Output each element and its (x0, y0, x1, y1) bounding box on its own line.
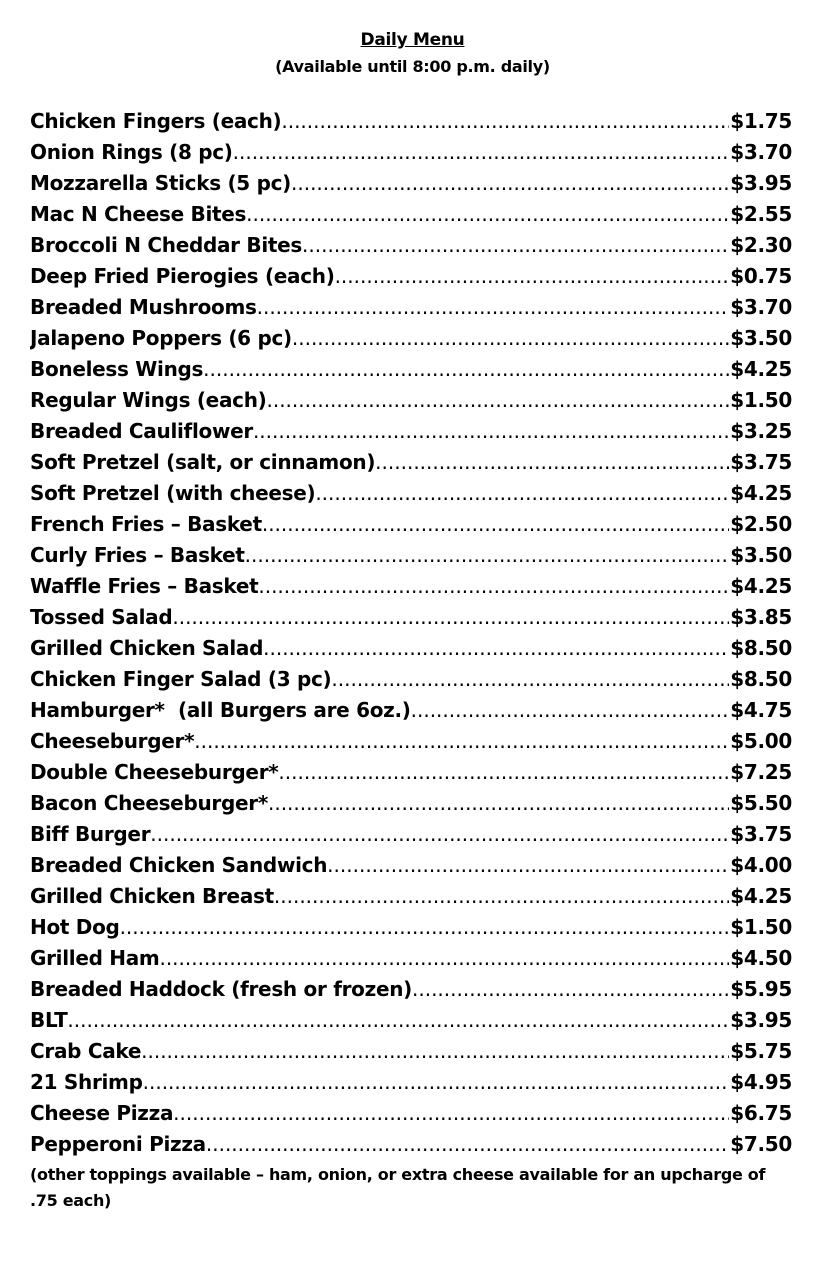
menu-item (30, 974, 792, 1005)
item-name: Chicken Finger Salad (3 pc) (30, 667, 332, 691)
menu-item (30, 850, 792, 881)
menu-item (30, 726, 792, 757)
dot-leader (278, 757, 729, 788)
dot-leader (141, 1036, 729, 1067)
item-price: $3.95 (730, 171, 792, 195)
dot-leader (194, 726, 729, 757)
menu-item (30, 509, 792, 540)
dot-leader (281, 106, 729, 137)
item-price: $5.95 (730, 977, 792, 1001)
menu-item (30, 819, 792, 850)
menu-list (30, 106, 792, 1160)
item-price: $3.75 (730, 822, 792, 846)
item-price: $4.95 (730, 1070, 792, 1094)
item-price: $2.50 (730, 512, 792, 536)
item-name: 21 Shrimp (30, 1070, 143, 1094)
menu-item (30, 261, 792, 292)
dot-leader (173, 1098, 729, 1129)
item-name: Cheese Pizza (30, 1101, 174, 1125)
dot-leader (172, 602, 729, 633)
item-price: $1.75 (730, 109, 792, 133)
item-name: Crab Cake (30, 1039, 142, 1063)
menu-item (30, 788, 792, 819)
menu-item (30, 354, 792, 385)
menu-item (30, 385, 792, 416)
item-price: $3.50 (730, 326, 792, 350)
item-price: $4.25 (730, 357, 792, 381)
dot-leader (375, 447, 729, 478)
item-name: Onion Rings (8 pc) (30, 140, 233, 164)
item-price: $3.95 (730, 1008, 792, 1032)
dot-leader (253, 416, 729, 447)
dot-leader (120, 912, 730, 943)
item-name: Breaded Haddock (fresh or frozen) (30, 977, 412, 1001)
item-name: Grilled Chicken Breast (30, 884, 274, 908)
menu-item (30, 416, 792, 447)
dot-leader (150, 819, 729, 850)
dot-leader (67, 1005, 729, 1036)
menu-item (30, 447, 792, 478)
menu-item (30, 106, 792, 137)
dot-leader (411, 695, 730, 726)
item-price: $3.25 (730, 419, 792, 443)
menu-item (30, 664, 792, 695)
dot-leader (159, 943, 729, 974)
item-price: $2.30 (730, 233, 792, 257)
item-name: Chicken Fingers (each) (30, 109, 282, 133)
item-name: BLT (30, 1008, 68, 1032)
menu-item (30, 137, 792, 168)
dot-leader (327, 850, 729, 881)
item-price: $5.75 (730, 1039, 792, 1063)
menu-item (30, 757, 792, 788)
item-price: $0.75 (730, 264, 792, 288)
toppings-footnote: (other toppings available – ham, onion, or extra cheese available for an upcharge of .75 each) (30, 1165, 766, 1210)
menu-item (30, 230, 792, 261)
item-name: Soft Pretzel (salt, or cinnamon) (30, 450, 376, 474)
item-price: $8.50 (730, 636, 792, 660)
dot-leader (206, 1129, 729, 1160)
dot-leader (302, 230, 729, 261)
menu-item (30, 1005, 792, 1036)
item-name: Pepperoni Pizza (30, 1132, 206, 1156)
item-name: Soft Pretzel (with cheese) (30, 481, 316, 505)
item-name: Tossed Salad (30, 605, 173, 629)
menu-item (30, 323, 792, 354)
item-name: Grilled Ham (30, 946, 160, 970)
item-price: $4.25 (730, 884, 792, 908)
item-price: $1.50 (730, 388, 792, 412)
item-price: $4.25 (730, 481, 792, 505)
menu-item (30, 1036, 792, 1067)
dot-leader (246, 199, 729, 230)
item-name: Jalapeno Poppers (6 pc) (30, 326, 292, 350)
item-price: $3.50 (730, 543, 792, 567)
item-name: Mozzarella Sticks (5 pc) (30, 171, 291, 195)
item-name: Grilled Chicken Salad (30, 636, 264, 660)
item-price: $2.55 (730, 202, 792, 226)
menu-item (30, 1098, 792, 1129)
item-name: French Fries – Basket (30, 512, 262, 536)
item-name: Breaded Cauliflower (30, 419, 253, 443)
menu-item (30, 943, 792, 974)
item-price: $7.25 (730, 760, 792, 784)
dot-leader (258, 571, 729, 602)
menu-item (30, 1067, 792, 1098)
item-name: Boneless Wings (30, 357, 204, 381)
menu-item (30, 602, 792, 633)
item-price: $3.75 (730, 450, 792, 474)
item-name: Biff Burger (30, 822, 151, 846)
item-name: Hot Dog (30, 915, 120, 939)
dot-leader (263, 633, 729, 664)
item-name: Breaded Chicken Sandwich (30, 853, 328, 877)
dot-leader (266, 385, 729, 416)
dot-leader (233, 137, 730, 168)
menu-item (30, 695, 792, 726)
menu-item (30, 540, 792, 571)
dot-leader (203, 354, 729, 385)
item-name: Deep Fried Pierogies (each) (30, 264, 335, 288)
dot-leader (335, 261, 730, 292)
menu-item (30, 881, 792, 912)
dot-leader (268, 788, 729, 819)
item-name: Waffle Fries – Basket (30, 574, 259, 598)
item-price: $4.50 (730, 946, 792, 970)
dot-leader (257, 292, 730, 323)
item-price: $5.00 (730, 729, 792, 753)
item-name: Mac N Cheese Bites (30, 202, 247, 226)
dot-leader (315, 478, 729, 509)
item-name: Regular Wings (each) (30, 388, 267, 412)
item-price: $4.75 (730, 698, 792, 722)
item-price: $4.00 (730, 853, 792, 877)
item-price: $8.50 (730, 667, 792, 691)
dot-leader (412, 974, 729, 1005)
dot-leader (274, 881, 729, 912)
dot-leader (291, 168, 729, 199)
item-name: Double Cheeseburger* (30, 760, 279, 784)
menu-item (30, 292, 792, 323)
item-name: Breaded Mushrooms (30, 295, 257, 319)
item-price: $7.50 (730, 1132, 792, 1156)
item-price: $1.50 (730, 915, 792, 939)
item-name: Cheeseburger* (30, 729, 195, 753)
menu-item (30, 478, 792, 509)
item-name: Broccoli N Cheddar Bites (30, 233, 303, 257)
item-price: $3.70 (730, 295, 792, 319)
page-title: Daily Menu (360, 30, 465, 50)
item-price: $4.25 (730, 574, 792, 598)
item-price: $5.50 (730, 791, 792, 815)
menu-item (30, 633, 792, 664)
dot-leader (245, 540, 730, 571)
item-name: Bacon Cheeseburger* (30, 791, 268, 815)
dot-leader (143, 1067, 730, 1098)
item-price: $3.85 (730, 605, 792, 629)
page-subtitle: (Available until 8:00 p.m. daily) (275, 57, 550, 76)
item-price: $6.75 (730, 1101, 792, 1125)
item-name: Curly Fries – Basket (30, 543, 245, 567)
menu-item (30, 571, 792, 602)
menu-item (30, 1129, 792, 1160)
dot-leader (292, 323, 729, 354)
menu-item (30, 168, 792, 199)
menu-item (30, 199, 792, 230)
dot-leader (331, 664, 729, 695)
item-name: Hamburger* (all Burgers are 6oz.) (30, 698, 411, 722)
menu-item (30, 912, 792, 943)
item-price: $3.70 (730, 140, 792, 164)
dot-leader (262, 509, 729, 540)
